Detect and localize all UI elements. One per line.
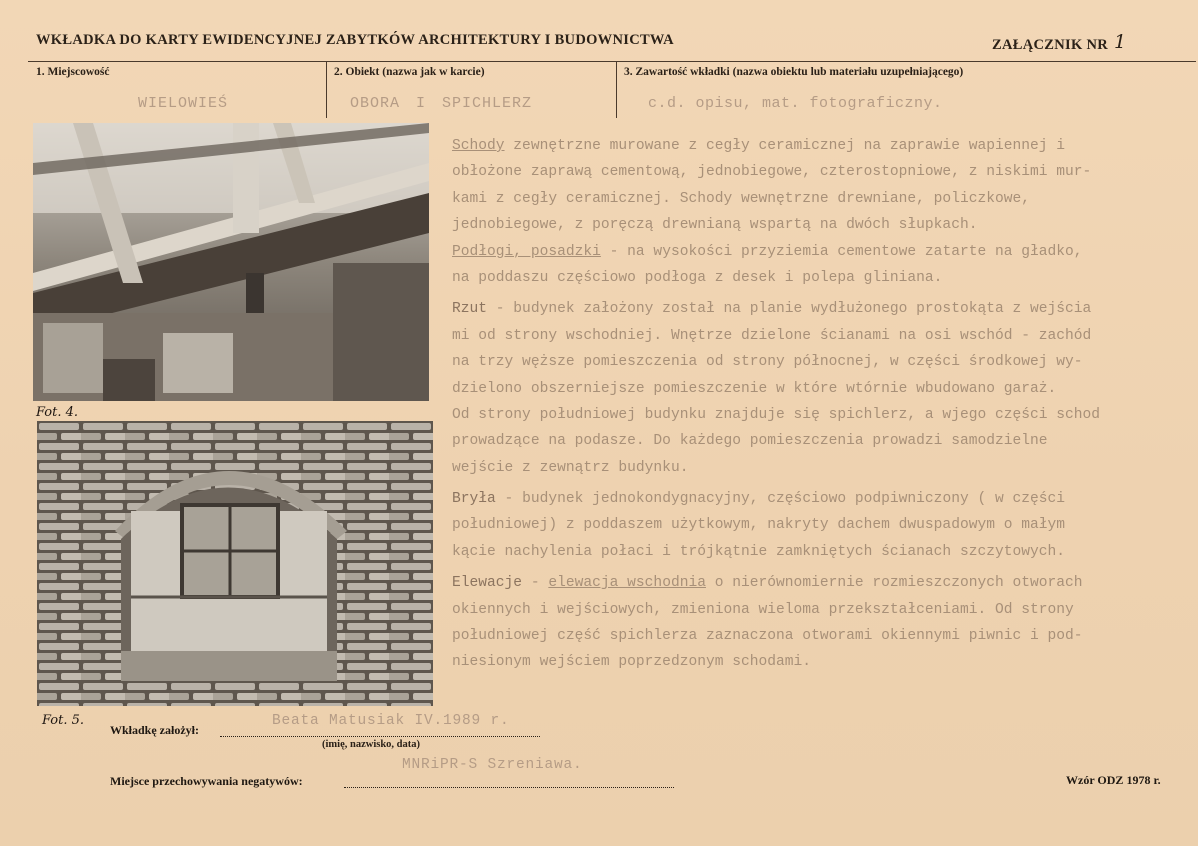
underlined-term: Podłogi, posadzki (452, 243, 601, 260)
description-line (452, 265, 1197, 291)
annex-label-text: ZAŁĄCZNIK NR (992, 37, 1108, 53)
description-line (452, 570, 1197, 596)
section-keyword: Rzut (452, 301, 488, 318)
photo-brick-window (37, 421, 433, 706)
field-3-value: c.d. opisu, mat. fotograficzny. (648, 95, 943, 112)
description-text: Od strony południowej budynku znajduje się spichlerz, a wjego części schod (452, 406, 1101, 423)
description-line (452, 402, 1197, 428)
description-text: - budynek założony został na planie wydłużonego prostokąta z wejścia (487, 301, 1092, 318)
description-text: kącie nachylenia połaci i trójkątnie zamkniętych ścianach szczytowych. (452, 543, 1066, 560)
description-line (452, 597, 1197, 623)
description-line (452, 349, 1197, 375)
field-2-value: OBORA I SPICHLERZ (350, 95, 533, 112)
description-text: niesionym wejściem poprzedzonym schodami. (452, 654, 812, 671)
storage-value: MNRiPR-S Szreniawa. (402, 757, 583, 773)
description-text: na trzy węższe pomieszczenia od strony północnej, w części środkowej wy- (452, 354, 1083, 371)
description-line (452, 133, 1197, 159)
description-line (452, 239, 1197, 265)
description-body (452, 133, 1197, 676)
header-rule (28, 61, 1196, 62)
annex-label (992, 32, 1126, 54)
field-divider (616, 62, 617, 118)
annex-number: 1 (1114, 31, 1127, 53)
description-text: zewnętrzne murowane z cegły ceramicznej na zaprawie wapiennej i (504, 138, 1066, 154)
description-line (452, 186, 1197, 212)
description-line (452, 323, 1197, 349)
description-line (452, 376, 1197, 402)
section-keyword: Elewacje (452, 575, 523, 592)
description-line (452, 486, 1197, 512)
photo-5-caption: Fot. 5. (42, 713, 85, 728)
description-text: obłożone zaprawą cementową, jednobiegowe, czterostopniowe, z niskimi mur- (452, 164, 1092, 181)
photo-interior-beams-image (33, 123, 429, 401)
section-keyword: Bryła (452, 491, 496, 508)
description-text: - (522, 575, 549, 592)
description-text: okiennych i wejściowych, zmieniona wieloma przekształceniami. Od strony (452, 601, 1074, 618)
description-text: prowadzące na podasze. Do każdego pomieszczenia prowadzi samodzielne (452, 433, 1048, 450)
underlined-term: Schody (452, 138, 505, 154)
description-text: kami z cegły ceramicznej. Schody wewnętrzne drewniane, policzkowe, (452, 190, 1031, 207)
author-dotline (220, 736, 540, 737)
description-text: - na wysokości przyziemia cementowe zatarte na gładko, (600, 243, 1083, 260)
description-line (452, 428, 1197, 454)
field-3-label: 3. Zawartość wkładki (nazwa obiektu lub materiału uzupełniającego) (624, 66, 964, 78)
field-1-value: WIELOWIEŚ (138, 95, 229, 112)
field-1-label: 1. Miejscowość (36, 66, 110, 78)
description-line (452, 649, 1197, 675)
storage-label: Miejsce przechowywania negatywów: (110, 774, 303, 788)
description-line (452, 539, 1197, 565)
photo-interior-beams (33, 123, 429, 401)
template-mark: Wzór ODZ 1978 r. (1066, 773, 1161, 787)
description-line (452, 623, 1197, 649)
storage-dotline (344, 787, 674, 788)
description-line (452, 159, 1197, 185)
author-label: Wkładkę założył: (110, 723, 199, 737)
description-line (452, 512, 1197, 538)
underlined-term: elewacja wschodnia (548, 575, 706, 592)
description-text: na poddaszu częściowo podłoga z desek i polepa gliniana. (452, 269, 943, 286)
description-text: - budynek jednokondygnacyjny, częściowo podpiwniczony ( w części (495, 491, 1066, 508)
description-text: jednobiegowe, z poręczą drewnianą wspartą na dwóch słupkach. (452, 217, 978, 234)
description-text: południowej) z poddaszem użytkowym, nakryty dachem dwuspadowym o małym (452, 517, 1066, 534)
description-text: dzielono obszerniejsze pomieszczenie w które wtórnie wbudowano garaż. (452, 380, 1057, 397)
description-text: południowej część spichlerza zaznaczona otworami okiennymi piwnic i pod- (452, 628, 1083, 645)
document-title: WKŁADKA DO KARTY EWIDENCYJNEJ ZABYTKÓW ARCHITEKTURY I BUDOWNICTWA (36, 32, 674, 48)
photo-brick-window-image (37, 421, 433, 706)
description-line (452, 296, 1197, 322)
description-text: o nierównomiernie rozmieszczonych otworach (705, 575, 1083, 592)
author-hint: (imię, nazwisko, data) (322, 739, 420, 750)
field-2-label: 2. Obiekt (nazwa jak w karcie) (334, 66, 485, 78)
field-divider (326, 62, 327, 118)
description-text: wejście z zewnątrz budynku. (452, 459, 689, 476)
description-line (452, 455, 1197, 481)
description-line (452, 212, 1197, 238)
description-text: mi od strony wschodniej. Wnętrze dzielone ścianami na osi wschód - zachód (452, 327, 1092, 344)
author-value: Beata Matusiak IV.1989 r. (272, 713, 510, 729)
photo-4-caption: Fot. 4. (36, 405, 79, 420)
